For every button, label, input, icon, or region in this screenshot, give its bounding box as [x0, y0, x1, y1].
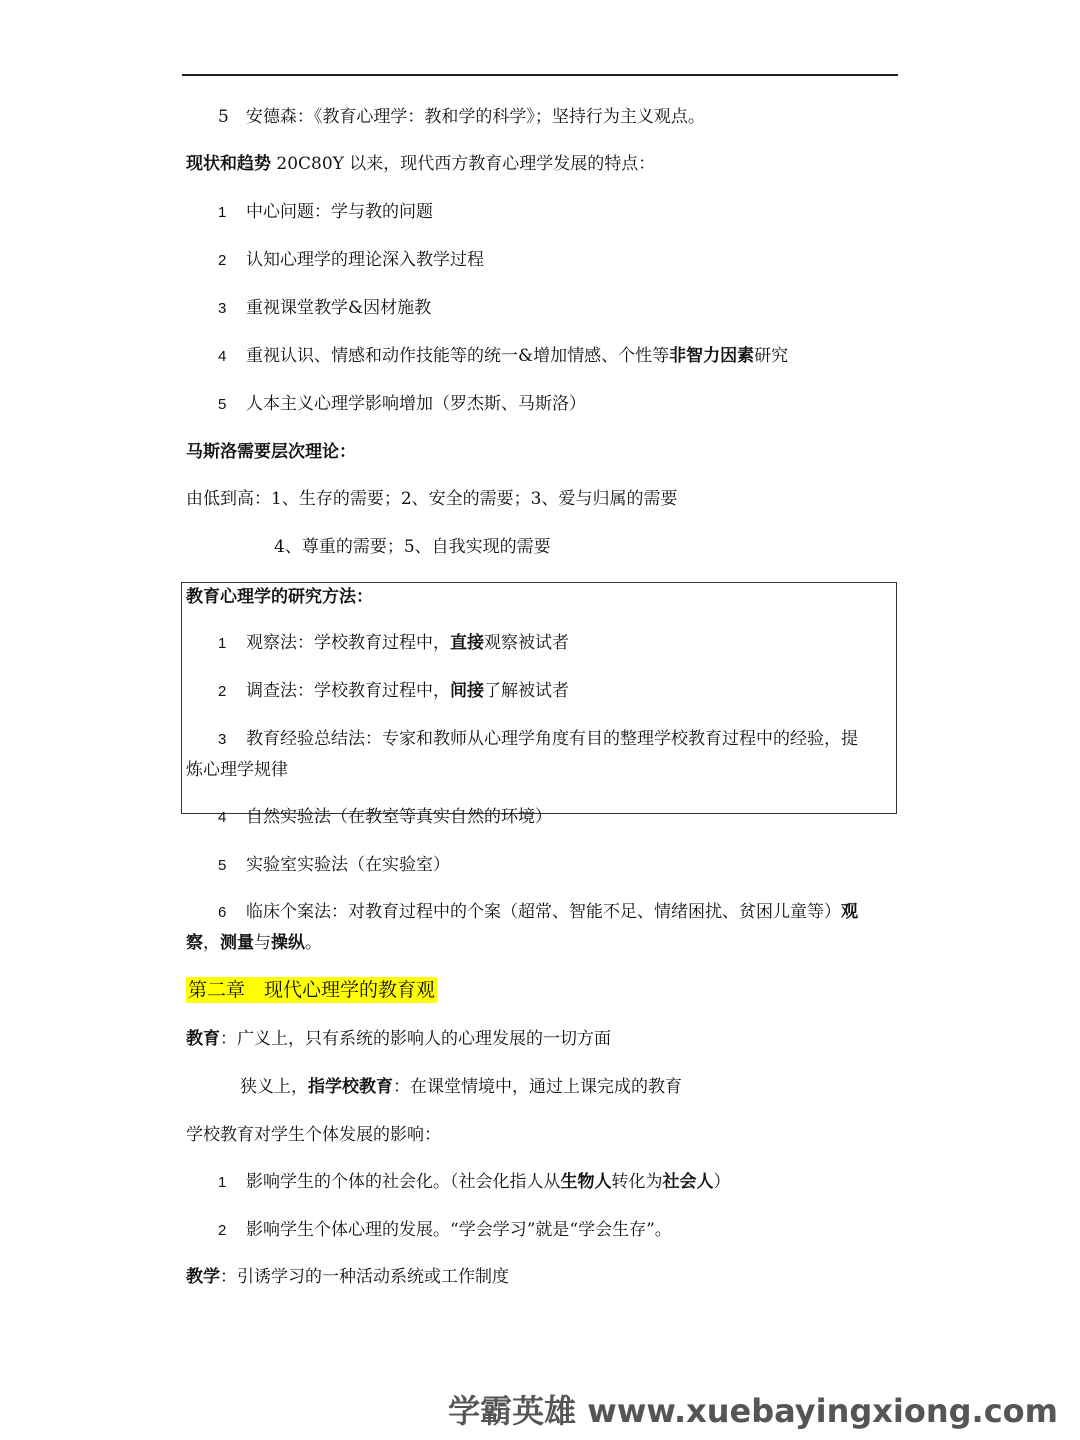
impact-title: 学校教育对学生个体发展的影响：	[186, 1125, 441, 1145]
education-definition: 教育：广义上，只有系统的影响人的心理发展的一切方面	[186, 1029, 611, 1049]
trends-heading: 现状和趋势 20C80Y 以来，现代西方教育心理学发展的特点：	[186, 154, 656, 174]
maslow-line-2: 4、尊重的需要；5、自我实现的需要	[274, 537, 551, 557]
impact-item: 2 影响学生个体心理的发展。“学会学习”就是“学会生存”。	[218, 1220, 672, 1240]
teaching-definition: 教学：引诱学习的一种活动系统或工作制度	[186, 1267, 509, 1287]
method-item: 1 观察法：学校教育过程中，直接观察被试者	[218, 633, 569, 653]
impact-item: 1 影响学生的个体的社会化。（社会化指人从生物人转化为社会人）	[218, 1172, 731, 1192]
maslow-line-1: 由低到高：1、生存的需要；2、安全的需要；3、爱与归属的需要	[186, 489, 678, 509]
trend-item: 2 认知心理学的理论深入教学过程	[218, 250, 484, 270]
method-item: 5 实验室实验法（在实验室）	[218, 855, 450, 875]
education-narrow: 狭义上，指学校教育：在课堂情境中，通过上课完成的教育	[240, 1077, 682, 1097]
method-item: 4 自然实验法（在教室等真实自然的环境）	[218, 807, 552, 827]
method-item: 6 临床个案法：对教育过程中的个案（超常、智能不足、情绪困扰、贫困儿童等）观	[218, 902, 858, 922]
method-item-continued: 察，测量与操纵。	[186, 933, 322, 953]
maslow-title: 马斯洛需要层次理论：	[186, 442, 356, 462]
trend-item: 5 人本主义心理学影响增加（罗杰斯、马斯洛）	[218, 394, 586, 414]
methods-title: 教育心理学的研究方法：	[186, 587, 373, 607]
watermark: 学霸英雄 www.xuebayingxiong.com	[448, 1392, 1058, 1430]
method-item: 3 教育经验总结法：专家和教师从心理学角度有目的整理学校教育过程中的经验，提	[218, 729, 858, 749]
chapter-heading: 第二章 现代心理学的教育观	[188, 979, 436, 1001]
header-rule	[182, 74, 898, 76]
method-item-continued: 炼心理学规律	[186, 760, 288, 780]
trend-item: 1 中心问题：学与教的问题	[218, 202, 433, 222]
method-item: 2 调查法：学校教育过程中，间接了解被试者	[218, 681, 569, 701]
anderson-line: 5 安德森：《教育心理学：教和学的科学》；坚持行为主义观点。	[218, 107, 705, 127]
trend-item: 4 重视认识、情感和动作技能等的统一&增加情感、个性等非智力因素研究	[218, 346, 789, 366]
trend-item: 3 重视课堂教学&因材施教	[218, 298, 432, 318]
